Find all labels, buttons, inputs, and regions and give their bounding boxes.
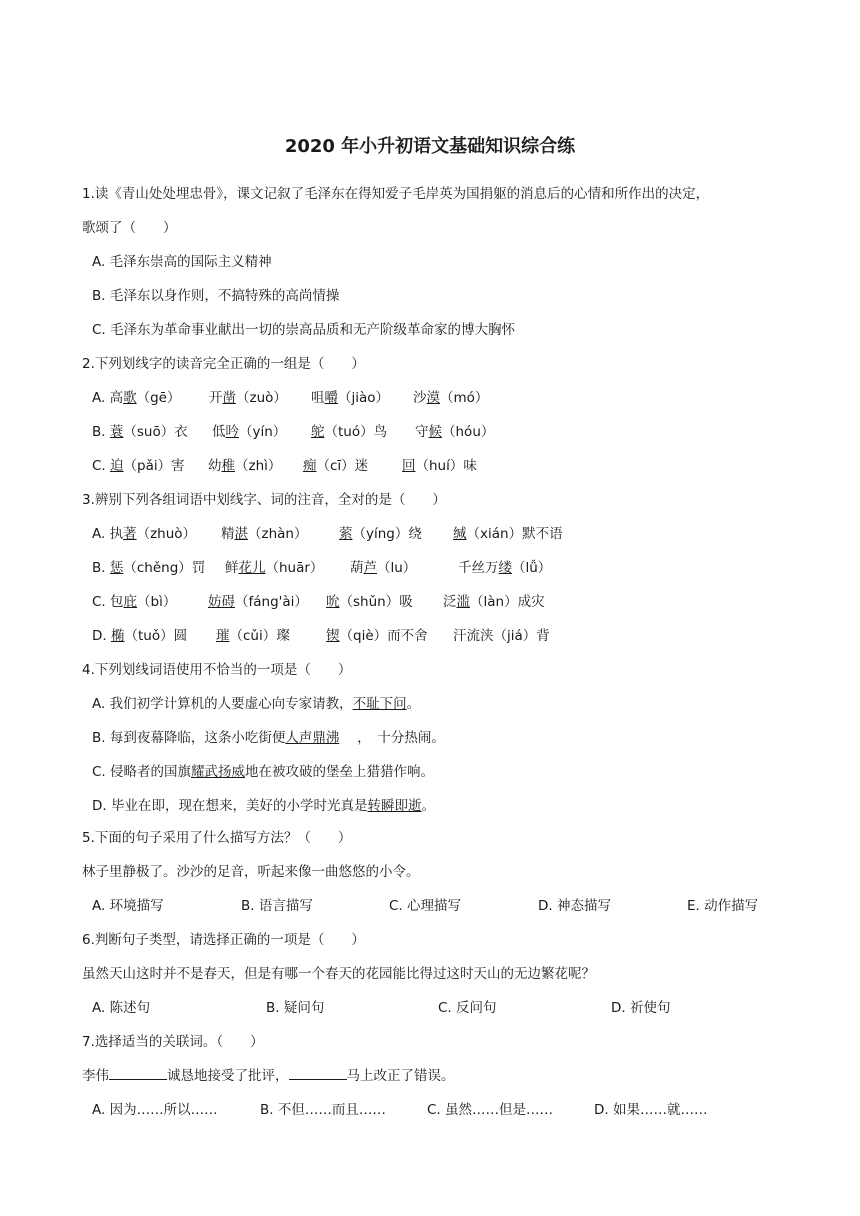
q5-option-b[interactable]: B. 语言描写	[241, 898, 313, 914]
q6-stem: 6.判断句子类型，请选择正确的一项是（ ）	[82, 932, 365, 948]
q4-option-c[interactable]: C. 侵略者的国旗耀武扬威地在被攻破的堡垒上猎猎作响。	[92, 764, 435, 780]
q5-stem: 5.下面的句子采用了什么描写方法？（ ）	[82, 830, 352, 846]
q7-option-a[interactable]: A. 因为……所以……	[92, 1102, 218, 1118]
q7-option-b[interactable]: B. 不但……而且……	[260, 1102, 386, 1118]
q5-option-c[interactable]: C. 心理描写	[389, 898, 462, 914]
q1-stem-line1: 1.读《青山处处埋忠骨》，课文记叙了毛泽东在得知爱子毛岸英为国捐躯的消息后的心情和所作出的决定，	[82, 186, 710, 202]
q1-option-a[interactable]: A. 毛泽东崇高的国际主义精神	[92, 254, 272, 270]
q7-sentence: 李伟 诚恳地接受了批评， 马上改正了错误。	[82, 1068, 455, 1084]
q7-blank-2[interactable]	[289, 1066, 347, 1080]
page-title: 2020 年小升初语文基础知识综合练	[284, 136, 576, 157]
q5-sentence: 林子里静极了。沙沙的足音，听起来像一曲悠悠的小令。	[82, 864, 420, 880]
q4-option-a[interactable]: A. 我们初学计算机的人要虚心向专家请教，不耻下问。	[92, 696, 421, 712]
q2-stem: 2.下列划线字的读音完全正确的一组是（ ）	[82, 356, 365, 372]
q5-option-e[interactable]: E. 动作描写	[687, 898, 759, 914]
q6-option-b[interactable]: B. 疑问句	[266, 1000, 325, 1016]
q4-option-d[interactable]: D. 毕业在即，现在想来，美好的小学时光真是转瞬即逝。	[92, 798, 435, 814]
document-page: 2020 年小升初语文基础知识综合练 1.读《青山处处埋忠骨》，课文记叙了毛泽东在得知爱子毛岸英为国捐躯的消息后的心情和所作出的决定， 歌颂了（ ） A. 毛泽东崇高的国际主义精神 B. 毛泽东以身作则，不搞特殊的高尚情操 C. 毛泽东为革命事业献出一切的崇高品质和无产阶级革命家的博大胸怀 2.下列划线字的读音完全正确的一组是（ ） A. 高歌（gē） 开凿（zuò） 咀嚼（jiào） 沙漠（mó） B. 蓑（suō）衣 低吟（yín） 鸵（tuó）鸟 守候（hóu） C. 迫（pǎi）害 幼稚（zhì） 痴（cī）迷 回（huí）味 3.辨别下列各组词语中划线字、词的注音，全对的是（ ） A. 执著（zhuò） 精湛（zhàn） 萦（yíng）绕 缄（xián）默不语 B. 惩（chěng）罚 鲜花儿（huār） 葫芦（lu） 千丝万缕（lǚ） C. 包庇（bì） 妨碍（fáng'ài） 吮（shǔn）吸 泛滥（làn）成灾 D. 椭（tuǒ）圆 璀（cǔi）璨 锲（qiè）而不舍 汗流浃（jiá）背 4.下列划线词语使用不恰当的一项是（ ） A. 我们初学计算机的人要虚心向专家请教，不耻下问。 B. 每到夜幕降临，这条小吃街便人声鼎沸 ， 十分热闹。 C. 侵略者的国旗耀武扬威地在被攻破的堡垒上猎猎作响。 D. 毕业在即，现在想来，美好的小学时光真是转瞬即逝。 5.下面的句子采用了什么描写方法？（ ） 林子里静极了。沙沙的足音，听起来像一曲悠悠的小令。 A. 环境描写 B. 语言描写 C. 心理描写 D. 神态描写 E. 动作描写 6.判断句子类型，请选择正确的一项是（ ） 虽然天山这时并不是春天，但是有哪一个春天的花园能比得过这时天山的无边繁花呢？ A. 陈述句 B. 疑问句 C. 反问句 D. 祈使句 7.选择适当的关联词。（ ） 李伟 诚恳地接受了批评， 马上改正了错误。 A. 因为……所以…… B. 不但……而且…… C. 虽然……但是…… D. 如果……就……	[0, 0, 860, 1216]
q7-stem: 7.选择适当的关联词。（ ）	[82, 1034, 264, 1050]
q6-option-a[interactable]: A. 陈述句	[92, 1000, 151, 1016]
q5-option-a[interactable]: A. 环境描写	[92, 898, 164, 914]
q6-option-c[interactable]: C. 反问句	[438, 1000, 497, 1016]
q5-option-d[interactable]: D. 神态描写	[538, 898, 611, 914]
q4-option-b[interactable]: B. 每到夜幕降临，这条小吃街便人声鼎沸 ， 十分热闹。	[92, 730, 445, 746]
q6-option-d[interactable]: D. 祈使句	[611, 1000, 671, 1016]
q3-stem: 3.辨别下列各组词语中划线字、词的注音，全对的是（ ）	[82, 492, 446, 508]
q1-stem-line2: 歌颂了（ ）	[82, 220, 177, 236]
q4-stem: 4.下列划线词语使用不恰当的一项是（ ）	[82, 662, 352, 678]
q1-option-b[interactable]: B. 毛泽东以身作则，不搞特殊的高尚情操	[92, 288, 340, 304]
q6-sentence: 虽然天山这时并不是春天，但是有哪一个春天的花园能比得过这时天山的无边繁花呢？	[82, 966, 595, 982]
q7-blank-1[interactable]	[109, 1066, 167, 1080]
q7-option-c[interactable]: C. 虽然……但是……	[427, 1102, 554, 1118]
q7-option-d[interactable]: D. 如果……就……	[594, 1102, 708, 1118]
q1-option-c[interactable]: C. 毛泽东为革命事业献出一切的崇高品质和无产阶级革命家的博大胸怀	[92, 322, 516, 338]
